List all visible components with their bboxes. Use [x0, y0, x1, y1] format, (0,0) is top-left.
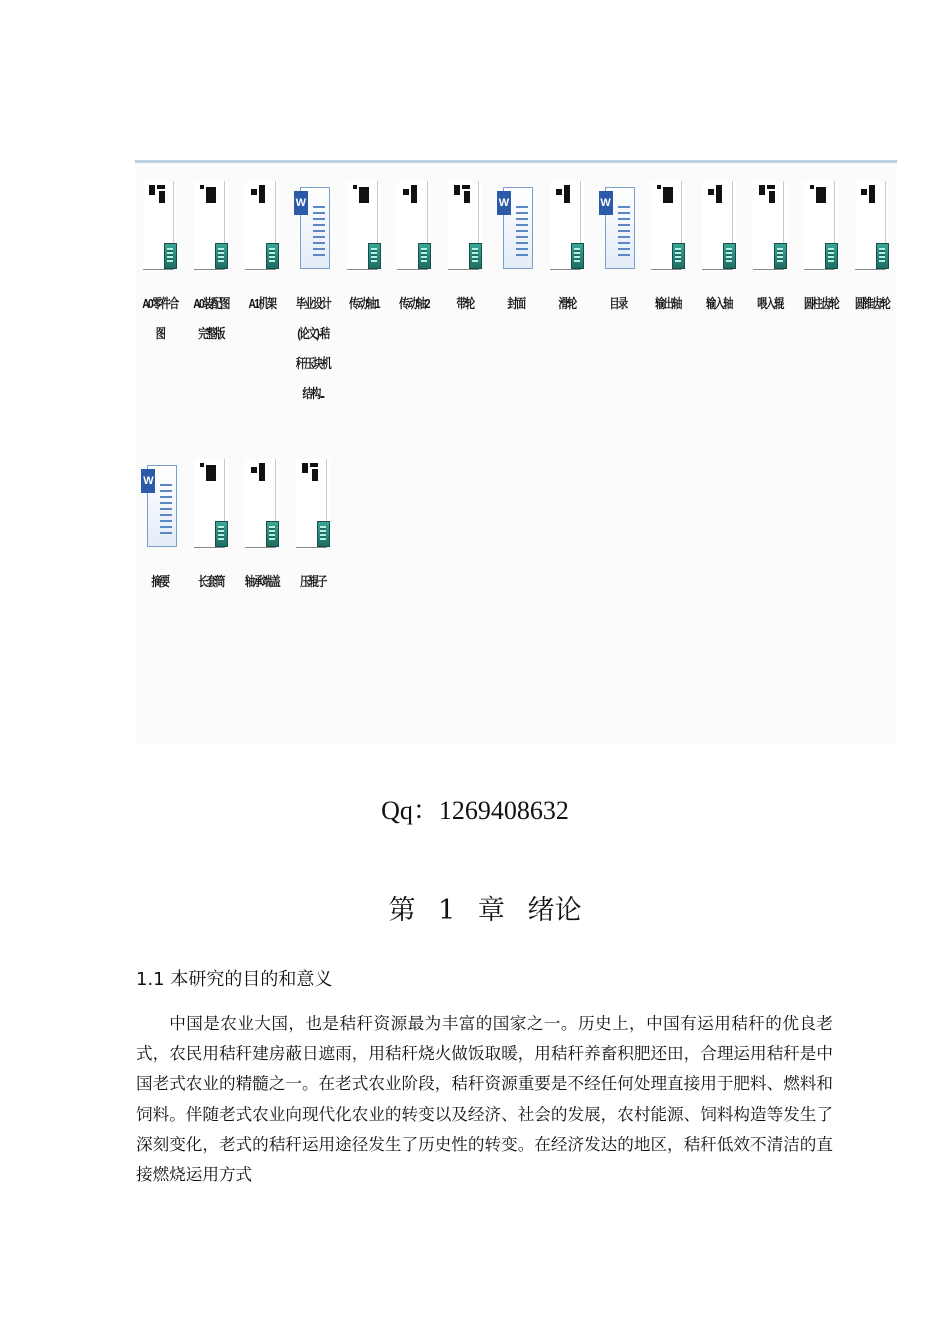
file-item[interactable]	[795, 177, 846, 455]
cad-drawing-icon	[855, 181, 889, 271]
cad-drawing-icon	[804, 181, 838, 271]
file-item[interactable]	[135, 455, 186, 733]
file-name-label: A1机架	[248, 296, 276, 311]
file-item[interactable]	[745, 177, 796, 455]
file-name-label: 传动轴2	[399, 296, 430, 311]
file-name-label: 输出轴	[655, 296, 682, 311]
cad-drawing-icon	[550, 181, 584, 271]
file-item[interactable]	[541, 177, 592, 455]
file-item[interactable]	[694, 177, 745, 455]
file-name-label: 摘要	[151, 574, 169, 589]
file-name-label: 长套筒	[198, 574, 225, 589]
file-item[interactable]	[237, 177, 288, 455]
file-item[interactable]	[846, 177, 897, 455]
cad-drawing-icon	[143, 181, 177, 271]
file-grid	[135, 177, 897, 733]
file-item[interactable]	[592, 177, 643, 455]
file-name-label: 带轮	[456, 296, 474, 311]
file-name-label: 圆锥齿轮	[854, 296, 889, 311]
file-name-label: A0装配图完整版	[193, 296, 229, 341]
file-item[interactable]	[186, 177, 237, 455]
file-item[interactable]	[440, 177, 491, 455]
cad-drawing-icon	[347, 181, 381, 271]
file-item[interactable]	[491, 177, 542, 455]
word-document-icon: W	[143, 459, 177, 549]
file-item[interactable]	[135, 177, 186, 455]
section-heading: 1.1 本研究的目的和意义	[136, 969, 333, 990]
cad-drawing-icon	[245, 459, 279, 549]
file-item[interactable]	[287, 455, 338, 733]
cad-drawing-icon	[194, 181, 228, 271]
word-document-icon: W	[296, 181, 330, 271]
word-document-icon: W	[499, 181, 533, 271]
body-paragraph: 中国是农业大国，也是秸秆资源最为丰富的国家之一。历史上，中国有运用秸秆的优良老式，农民用秸秆建房蔽日遮雨，用秸秆烧火做饭取暖，用秸秆养畜积肥还田，合理运用秸秆是中国老式农业的精髓之一。在老式农业阶段，秸秆资源重要是不经任何处理直接用于肥料、燃料和饲料。伴随老式农业向现代化农业的转变以及经济、社会的发展，农村能源、饲料构造等发生了深刻变化，老式的秸秆运用途径发生了历史性的转变。在经济发达的地区，秸秆低效不清洁的直接燃烧运用方式	[136, 1014, 833, 1185]
file-name-label: 传动轴1	[348, 296, 379, 311]
file-name-label: 压辊子	[299, 574, 326, 589]
file-name-label: A0零件合图	[142, 296, 179, 341]
cad-drawing-icon	[397, 181, 431, 271]
file-name-label: 滑轮	[558, 296, 576, 311]
file-item[interactable]	[186, 455, 237, 733]
file-browser-panel	[135, 160, 897, 745]
file-name-label: 目录	[608, 296, 627, 311]
file-name-label: 毕业设计(论文)-秸秆压块机结构...	[295, 296, 330, 401]
file-item[interactable]	[338, 177, 389, 455]
cad-drawing-icon	[296, 459, 330, 549]
file-name-label: 圆柱齿轮	[803, 296, 838, 311]
contact-qq: Qq：1269408632	[381, 796, 569, 825]
file-item[interactable]	[237, 455, 288, 733]
cad-drawing-icon	[702, 181, 736, 271]
file-item[interactable]	[389, 177, 440, 455]
file-item[interactable]	[287, 177, 338, 455]
cad-drawing-icon	[194, 459, 228, 549]
cad-drawing-icon	[753, 181, 787, 271]
file-name-label: 轴承端盖	[244, 574, 280, 589]
cad-drawing-icon	[245, 181, 279, 271]
file-name-label: 输入轴	[706, 296, 733, 311]
cad-drawing-icon	[448, 181, 482, 271]
file-name-label: 喂入辊	[757, 296, 783, 311]
cad-drawing-icon	[651, 181, 685, 271]
file-name-label: 封面	[507, 296, 525, 311]
word-document-icon: W	[601, 181, 635, 271]
file-item[interactable]	[643, 177, 694, 455]
chapter-title: 第 1 章 绪论	[388, 895, 582, 926]
